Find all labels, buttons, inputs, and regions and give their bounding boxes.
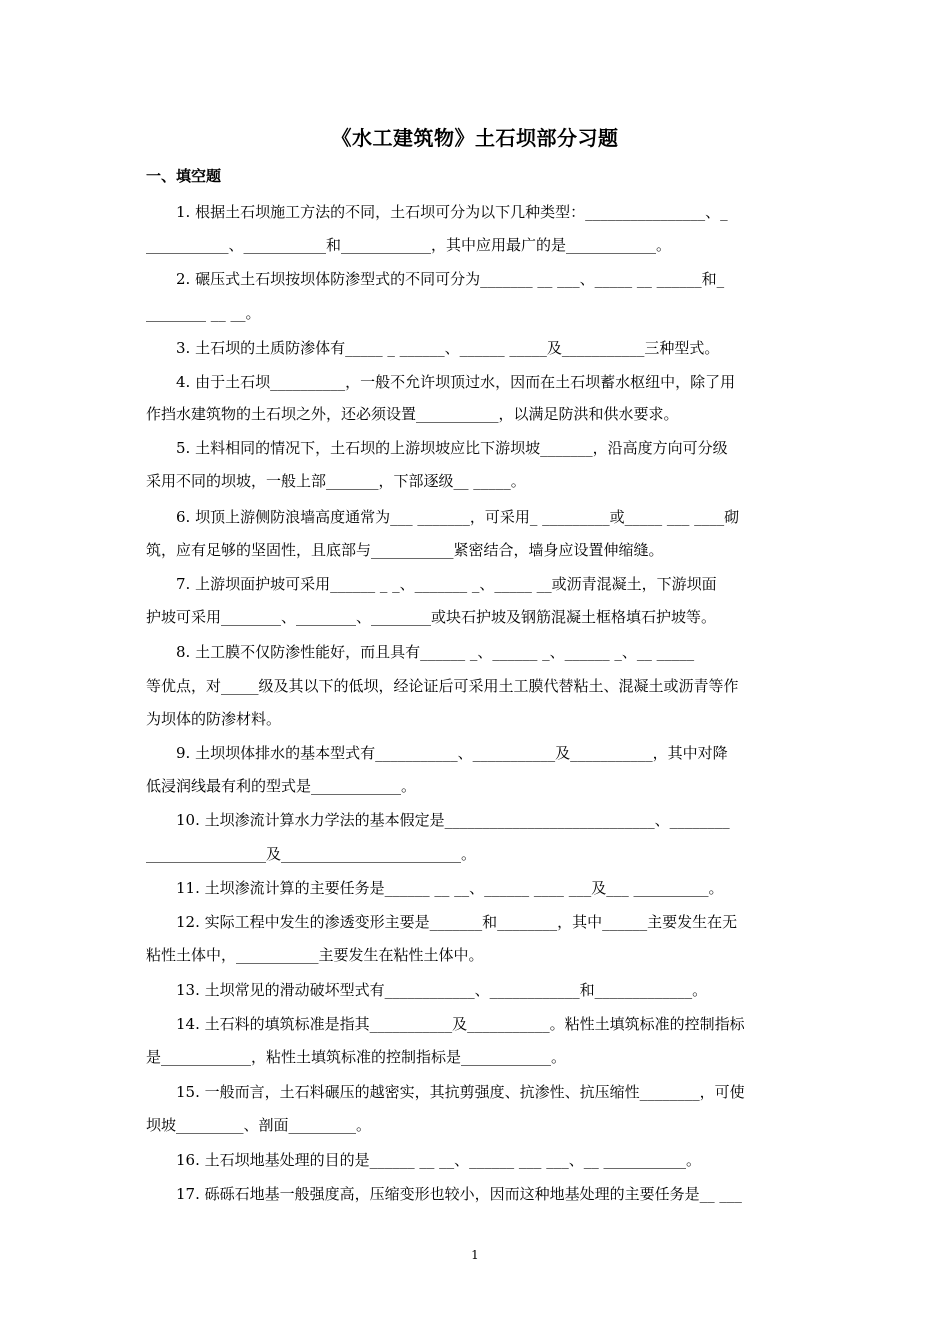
- question-line: 14. 土石料的填筑标准是指其___________及___________。粘性土填筑标准的控制指标: [176, 1015, 745, 1033]
- document-title: 《水工建筑物》土石坝部分习题: [331, 126, 619, 150]
- question-line: 5. 土料相同的情况下，土石坝的上游坝坡应比下游坝坡_______，沿高度方向可分级: [176, 439, 728, 457]
- question-line: ________ __ __。: [146, 304, 261, 322]
- question-line: 作挡水建筑物的土石坝之外，还必须设置___________，以满足防洪和供水要求。: [146, 405, 679, 423]
- question-line: 粘性土体中，___________主要发生在粘性土体中。: [146, 946, 484, 964]
- question-line: 筑，应有足够的坚固性，且底部与___________紧密结合，墙身应设置伸缩缝。: [146, 541, 664, 559]
- question-line: 坝坡_________、剖面_________。: [146, 1116, 372, 1134]
- question-line: 13. 土坝常见的滑动破坏型式有____________、____________和_____________。: [176, 981, 708, 999]
- question-line: 12. 实际工程中发生的渗透变形主要是_______和________，其中______主要发生在无: [176, 913, 738, 931]
- question-line: 低浸润线最有利的型式是____________。: [146, 777, 417, 795]
- question-line: 16. 土石坝地基处理的目的是______ __ __、______ ___ ___、__ ___________。: [176, 1151, 701, 1169]
- question-line: ________________及________________________。: [146, 845, 477, 863]
- question-line: 8. 土工膜不仅防渗性能好，而且具有______ _、______ _、______ _、__ _____: [176, 643, 695, 661]
- question-line: 15. 一般而言，土石料碾压的越密实，其抗剪强度、抗渗性、抗压缩性________，可使: [176, 1083, 745, 1101]
- question-line: 7. 上游坝面护坡可采用______ _ _、_______ _、_____ __或沥青混凝土，下游坝面: [176, 575, 717, 593]
- question-line: 10. 土坝渗流计算水力学法的基本假定是____________________________、________: [176, 811, 730, 829]
- question-line: 9. 土坝坝体排水的基本型式有___________、___________及___________，其中对降: [176, 744, 728, 762]
- question-line: 采用不同的坝坡，一般上部_______，下部逐级__ _____。: [146, 472, 526, 490]
- section-heading: 一、填空题: [146, 167, 222, 185]
- question-line: 等优点，对_____级及其以下的低坝，经论证后可采用土工膜代替粘土、混凝土或沥青等作: [146, 677, 739, 695]
- question-line: 2. 碾压式土石坝按坝体防渗型式的不同可分为_______ __ ___、_____ __ ______和_: [176, 270, 725, 288]
- question-line: 17. 砾砾石地基一般强度高，压缩变形也较小，因而这种地基处理的主要任务是__ ___: [176, 1185, 742, 1203]
- question-line: 护坡可采用________、________、________或块石护坡及钢筋混凝土框格填石护坡等。: [146, 608, 717, 626]
- question-line: 为坝体的防渗材料。: [146, 710, 282, 728]
- question-line: 4. 由于土石坝__________，一般不允许坝顶过水，因而在土石坝蓄水枢纽中，除了用: [176, 373, 736, 391]
- page-number: 1: [471, 1248, 479, 1262]
- question-line: 1. 根据土石坝施工方法的不同，土石坝可分为以下几种类型：________________、_: [176, 203, 728, 221]
- question-line: ___________、___________和____________，其中应用最广的是____________。: [146, 236, 672, 254]
- question-line: 3. 土石坝的土质防渗体有_____ _ ______、______ _____及___________三种型式。: [176, 339, 720, 357]
- question-line: 是____________，粘性土填筑标准的控制指标是____________。: [146, 1048, 567, 1066]
- question-line: 6. 坝顶上游侧防浪墙高度通常为___ _______，可采用_ _________或_____ ___ ____砌: [176, 508, 740, 526]
- question-line: 11. 土坝渗流计算的主要任务是______ __ __、______ ____ ___及___ __________。: [176, 879, 724, 897]
